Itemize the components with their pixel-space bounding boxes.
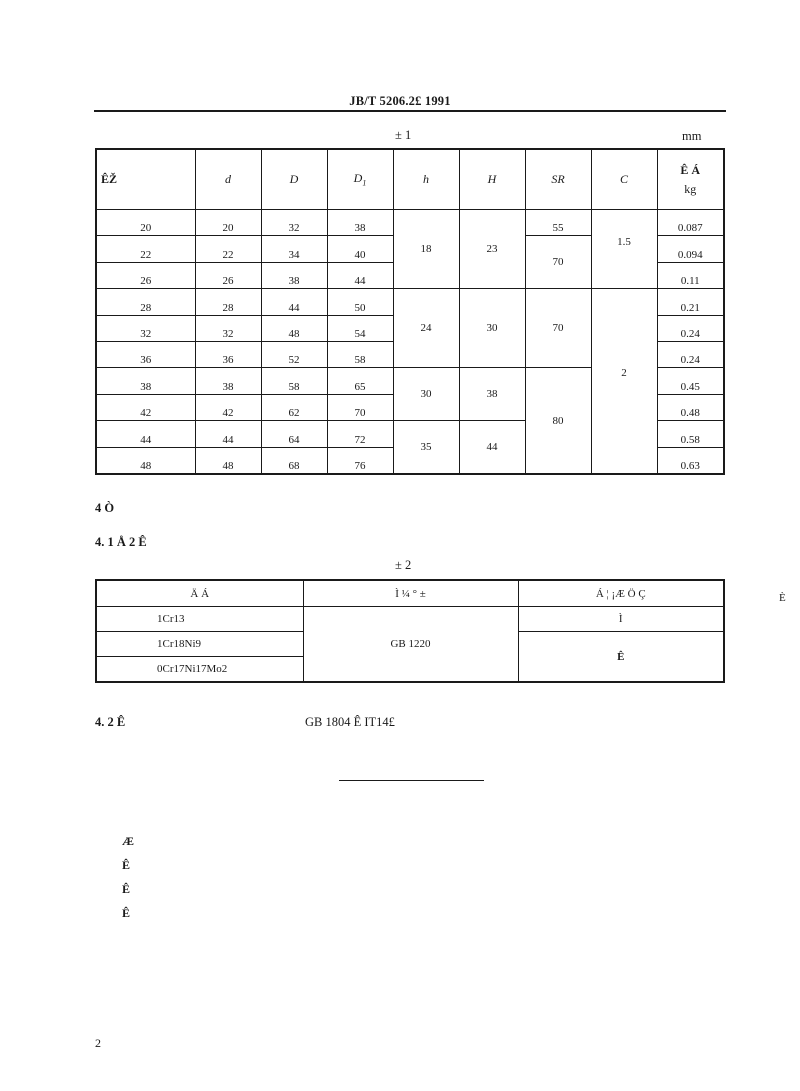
cell-spec: 42	[96, 394, 195, 420]
cell-d: 26	[195, 262, 261, 288]
table1-caption: ± 1	[395, 128, 412, 142]
cell-treatment-merged: Ê	[518, 632, 724, 683]
table2-header-treatment: Á ¦ ¡Æ Ö Ç	[518, 580, 724, 607]
cell-standard-merged: GB 1220	[303, 607, 518, 683]
cell-spec: 22	[96, 236, 195, 262]
cell-H-merged: 23	[459, 210, 525, 289]
cell-mass: 0.63	[657, 447, 724, 474]
header-mass	[657, 149, 724, 210]
section-4-2-heading: 4. 2 Ê	[95, 715, 126, 729]
cell-treatment: Ì	[518, 607, 724, 632]
cell-mass: 0.094	[657, 236, 724, 262]
footer-mark: Ê	[122, 906, 131, 920]
header-SR: SR	[525, 149, 591, 210]
header-C: C	[591, 149, 657, 210]
cell-D1: 70	[327, 394, 393, 420]
header-mass-unit: kg	[684, 181, 697, 196]
cell-d: 32	[195, 315, 261, 341]
cell-spec: 28	[96, 289, 195, 315]
cell-mass: 0.58	[657, 421, 724, 447]
cell-material: 1Cr13	[96, 607, 303, 632]
cell-D: 52	[261, 341, 327, 367]
cell-mass: 0.11	[657, 262, 724, 288]
cell-SR-merged: 70	[525, 289, 591, 368]
cell-h-merged: 18	[393, 210, 459, 289]
cell-D1: 44	[327, 262, 393, 288]
standard-code: JB/T 5206.2£ 1991	[349, 94, 451, 108]
cell-H-merged: 38	[459, 368, 525, 421]
cell-d: 28	[195, 289, 261, 315]
cell-C-value: 2	[621, 367, 627, 380]
cell-D: 62	[261, 394, 327, 420]
cell-C-merged	[591, 289, 657, 474]
end-rule	[339, 780, 484, 781]
header-d: d	[195, 149, 261, 210]
header-H: H	[459, 149, 525, 210]
footer-mark: Ê	[122, 882, 131, 896]
section-4-2-text: GB 1804 Ê IT14£	[305, 715, 395, 729]
cell-d: 48	[195, 447, 261, 474]
cell-D1: 65	[327, 368, 393, 394]
cell-H-merged: 30	[459, 289, 525, 368]
header-D: D	[261, 149, 327, 210]
cell-SR-merged: 70	[525, 236, 591, 289]
cell-SR: 55	[525, 210, 591, 236]
cell-C-merged	[591, 210, 657, 289]
cell-mass: 0.48	[657, 394, 724, 420]
header-D1-subscript: 1	[362, 178, 367, 188]
cell-D: 64	[261, 421, 327, 447]
header-D1	[327, 149, 393, 210]
header-rule	[94, 110, 726, 112]
cell-C-value: 1.5	[617, 236, 631, 249]
cell-h-merged: 30	[393, 368, 459, 421]
cell-h-merged: 35	[393, 421, 459, 474]
header-h: h	[393, 149, 459, 210]
cell-D: 68	[261, 447, 327, 474]
cell-material: 0Cr17Ni17Mo2	[96, 657, 303, 683]
section-4-heading: 4 Ò	[95, 501, 115, 515]
cell-d: 36	[195, 341, 261, 367]
cell-spec: 26	[96, 262, 195, 288]
cell-mass: 0.24	[657, 315, 724, 341]
materials-table	[95, 579, 725, 683]
cell-d: 38	[195, 368, 261, 394]
cell-d: 42	[195, 394, 261, 420]
cell-mass: 0.24	[657, 341, 724, 367]
cell-d: 44	[195, 421, 261, 447]
cell-D1: 72	[327, 421, 393, 447]
cell-D: 48	[261, 315, 327, 341]
dimensions-table	[95, 148, 725, 475]
cell-D: 32	[261, 210, 327, 236]
cell-h-merged: 24	[393, 289, 459, 368]
table1-unit: mm	[682, 129, 702, 143]
cell-material: 1Cr18Ni9	[96, 632, 303, 657]
header-D1-label: D	[353, 171, 363, 186]
cell-spec: 44	[96, 421, 195, 447]
cell-D: 58	[261, 368, 327, 394]
footer-mark: Æ	[122, 834, 134, 848]
header-mass-label: Ê Á	[680, 162, 701, 177]
cell-D1: 58	[327, 341, 393, 367]
cell-D1: 40	[327, 236, 393, 262]
cell-SR-merged: 80	[525, 368, 591, 474]
cell-spec: 38	[96, 368, 195, 394]
cell-H-merged: 44	[459, 421, 525, 474]
cell-D: 38	[261, 262, 327, 288]
cell-d: 22	[195, 236, 261, 262]
cell-spec: 20	[96, 210, 195, 236]
cell-D1: 50	[327, 289, 393, 315]
cell-spec: 48	[96, 447, 195, 474]
cell-d: 20	[195, 210, 261, 236]
cell-spec: 32	[96, 315, 195, 341]
cell-mass: 0.45	[657, 368, 724, 394]
cell-spec: 36	[96, 341, 195, 367]
cell-D1: 54	[327, 315, 393, 341]
cell-mass: 0.21	[657, 289, 724, 315]
table2-header-material: Ä Á	[96, 580, 303, 607]
section-4-1-heading: 4. 1 Å 2 Ê	[95, 535, 147, 549]
cell-D1: 76	[327, 447, 393, 474]
table2-caption: ± 2	[395, 558, 412, 572]
page-number: 2	[95, 1036, 101, 1050]
cell-D1: 38	[327, 210, 393, 236]
cell-D: 34	[261, 236, 327, 262]
footer-mark: Ê	[122, 858, 131, 872]
header-spec: ÊŽ	[96, 149, 195, 210]
cell-D: 44	[261, 289, 327, 315]
table2-header-standard: Ì ¼ ° ±	[303, 580, 518, 607]
cell-mass: 0.087	[657, 210, 724, 236]
stray-glyph: È	[779, 592, 786, 604]
